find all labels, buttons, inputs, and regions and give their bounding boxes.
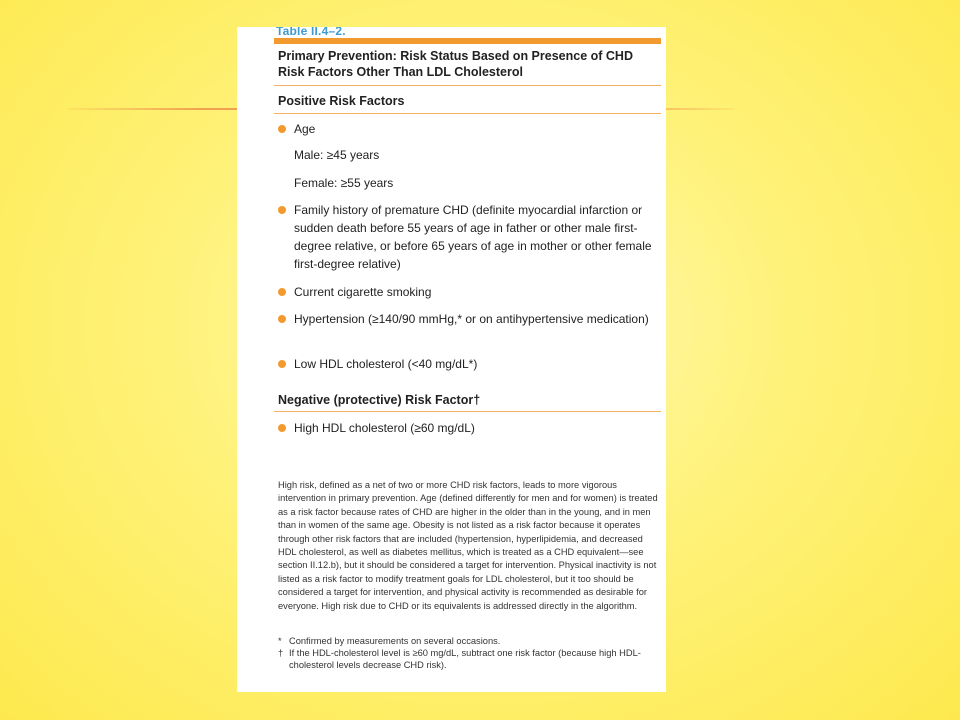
- table-title: Primary Prevention: Risk Status Based on Presence of CHD Risk Factors Other Than LDL Cholesterol: [278, 49, 633, 79]
- footnote-mark: *: [278, 636, 282, 646]
- bullet-icon: [278, 125, 286, 133]
- header-bar: [274, 38, 661, 44]
- bullet-icon: [278, 360, 286, 368]
- bullet-icon: [278, 288, 286, 296]
- item-text: Current cigarette smoking: [294, 285, 432, 299]
- explanatory-note: High risk, defined as a net of two or more CHD risk factors, leads to more vigorous intervention in primary prevention. Age (defined differently for men and for women) is treated as a risk factor because rates of CHD are higher in the older than in the young, and in men than in women of the same age. Obesity is not listed as a risk factor because it operates through other risk factors that are included (hypertension, hyperlipidemia, and decreased HDL cholesterol, as well as diabetes mellitus, which is treated as a CHD equivalent—see section II.12.b), but it should be considered a target for intervention. Physical inactivity is not listed as a risk factor to modify treatment goals for LDL cholesterol, but it too should be considered a target for intervention, and physical activity is recommended as desirable for everyone. High risk due to CHD or its equivalents is addressed directly in the algorithm.: [278, 480, 658, 611]
- item-text: Low HDL cholesterol (<40 mg/dL*): [294, 357, 478, 371]
- item-text: Family history of premature CHD (definite myocardial infarction or sudden death before 55 years of age in father or other male first-degree relative, or before 65 years of age in mother or other female first-degree relative): [294, 203, 652, 271]
- sub-item-female: Female: ≥55 years: [294, 176, 394, 190]
- divider: [274, 113, 661, 114]
- bullet-icon: [278, 315, 286, 323]
- positive-risk-heading: Positive Risk Factors: [278, 94, 405, 108]
- divider: [274, 85, 661, 86]
- sub-item-male: Male: ≥45 years: [294, 148, 380, 162]
- footnote-text: Confirmed by measurements on several occasions.: [289, 636, 501, 646]
- item-text: Age: [294, 122, 316, 136]
- item-text: High HDL cholesterol (≥60 mg/dL): [294, 421, 475, 435]
- negative-risk-heading: Negative (protective) Risk Factor†: [278, 393, 481, 407]
- bullet-icon: [278, 424, 286, 432]
- footnote-mark: †: [278, 648, 284, 658]
- divider: [274, 411, 661, 412]
- document-page: [237, 27, 666, 692]
- footnote-text: If the HDL-cholesterol level is ≥60 mg/dL, subtract one risk factor (because high HDL-cholesterol levels decrease CHD risk).: [289, 648, 641, 670]
- table-label: Table II.4–2.: [276, 27, 346, 38]
- bullet-icon: [278, 206, 286, 214]
- item-text: Hypertension (≥140/90 mmHg,* or on antihypertensive medication): [294, 312, 649, 326]
